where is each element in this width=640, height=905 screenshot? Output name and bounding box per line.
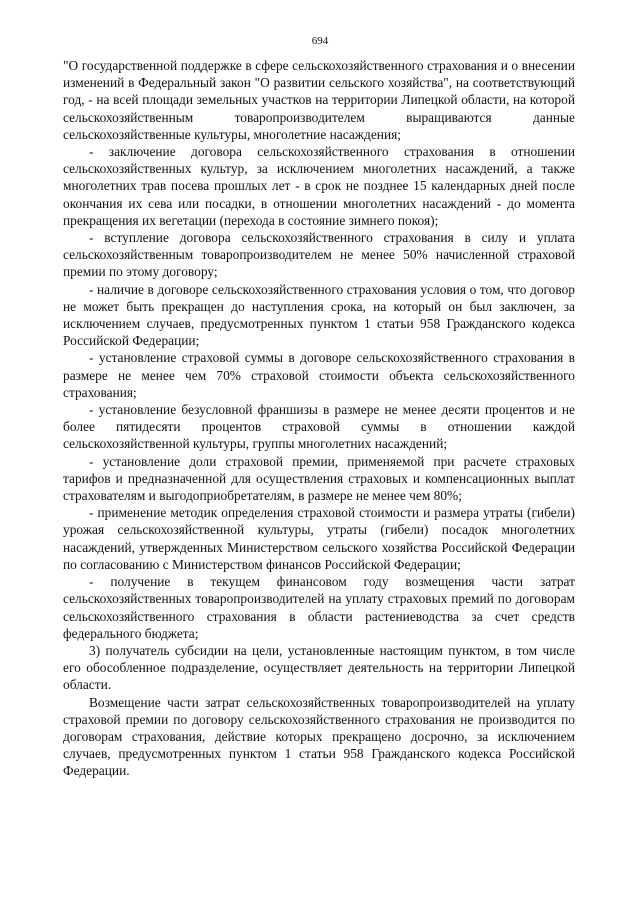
page-number: 694 bbox=[311, 35, 329, 47]
paragraph-premium-share: - установление доли страховой премии, применяемой при расчете страховых тарифов и предназначенной для осуществления страховых и компенсационных выплат страхователям и выгодоприобретателям, в размере не менее чем 80%; bbox=[63, 453, 575, 504]
document-body bbox=[63, 57, 575, 780]
paragraph-contract-conclusion: - заключение договора сельскохозяйственного страхования в отношении сельскохозяйственных культур, за исключением многолетних насаждений, а также многолетних трав посева прошлых лет - в срок не позднее 15 календарных дней после окончания их сева или посадки, в отношении многолетних насаждений - до момента прекращения их вегетации (перехода в состояние зимнего покоя); bbox=[63, 144, 575, 228]
paragraph-deductible: - установление безусловной франшизы в размере не менее десяти процентов и не более пятидесяти процентов страховой суммы в отношении каждой сельскохозяйственной культуры, группы многолетних насаждений; bbox=[63, 402, 575, 452]
paragraph-contract-condition: - наличие в договоре сельскохозяйственного страхования условия о том, что договор не может быть прекращен до наступления срока, на который он был заключен, за исключением случаев, предусмотренных пунктом 1 статьи 958 Гражданского кодекса Российской Федерации; bbox=[63, 281, 575, 349]
paragraph-methods: - применение методик определения страховой стоимости и размера утраты (гибели) урожая сельскохозяйственной культуры, утраты (гибели) посадок многолетних насаждений, утвержденных Министерством сельского хозяйства Российской Федерации по согласованию с Министерством финансов Российской Федерации; bbox=[63, 505, 575, 572]
paragraph-reimbursement: Возмещение части затрат сельскохозяйственных товаропроизводителей на уплату страховой премии по договору сельскохозяйственного страхования не производится по договорам страхования, действие которых прекращено досрочно, за исключением случаев, предусмотренных пунктом 1 статьи 958 Гражданского кодекса Российской Федерации. bbox=[63, 694, 575, 779]
paragraph-contract-entry: - вступление договора сельскохозяйственного страхования в силу и уплата сельскохозяйственным товаропроизводителем не менее 50% начисленной страховой премии по этому договору; bbox=[63, 230, 575, 280]
paragraph-federal-compensation: - получение в текущем финансовом году возмещения части затрат сельскохозяйственных товаропроизводителей на уплату страховых премий по договорам сельскохозяйственного страхования в области растениеводства за счет средств федерального бюджета; bbox=[63, 574, 575, 641]
paragraph-continuation: "О государственной поддержке в сфере сельскохозяйственного страхования и о внесении изменений в Федеральный закон "О развитии сельского хозяйства", на соответствующий год, - на всей площади земельных участков на территории Липецкой области, на которой сельскохозяйственным товаропроизводителем выращиваются данные сельскохозяйственные культуры, многолетние насаждения; bbox=[63, 58, 575, 142]
paragraph-insured-sum: - установление страховой суммы в договоре сельскохозяйственного страхования в размере не менее чем 70% страховой стоимости объекта сельскохозяйственного страхования; bbox=[63, 350, 575, 400]
paragraph-subsidy-recipient: 3) получатель субсидии на цели, установленные настоящим пунктом, в том числе его обособленное подразделение, осуществляет деятельность на территории Липецкой области. bbox=[63, 642, 575, 693]
